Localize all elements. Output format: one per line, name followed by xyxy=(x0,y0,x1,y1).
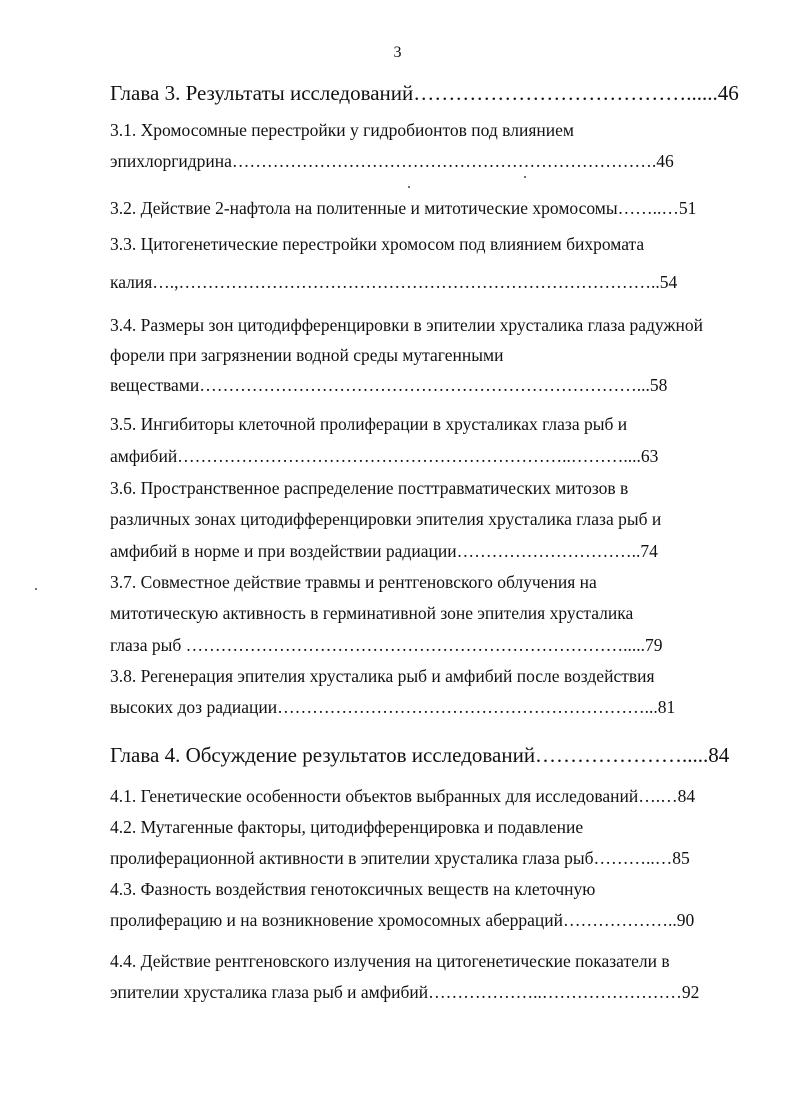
toc-3-7-line-2: митотическую активность в герминативной зоне эпителия хрусталика xyxy=(110,603,634,623)
toc-3-5-line-1: 3.5. Ингибиторы клеточной пролиферации в хрусталиках глаза рыб и xyxy=(110,414,628,434)
toc-3-3-line-1: 3.3. Цитогенетические перестройки хромосом под влиянием бихромата xyxy=(110,234,645,254)
toc-3-4-line-2: форели при загрязнении водной среды мутагенными xyxy=(110,345,504,365)
toc-4-1-line-1: 4.1. Генетические особенности объектов выбранных для исследований….…84 xyxy=(110,786,696,806)
page-number: 3 xyxy=(393,44,402,61)
toc-4-3-line-2: пролиферацию и на возникновение хромосомных аберраций………………..90 xyxy=(110,910,695,930)
toc-3-4-line-3: веществами…………………………………………………………………...58 xyxy=(110,375,668,395)
toc-3-5-line-2: амфибий…………………………………………………………..………....63 xyxy=(110,446,659,466)
scan-speck xyxy=(408,186,410,188)
toc-3-6-line-1: 3.6. Пространственное распределение посттравматических митозов в xyxy=(110,478,629,498)
toc-3-6-line-3: амфибий в норме и при воздействии радиации…………………………..74 xyxy=(110,541,658,561)
toc-3-6-line-2: различных зонах цитодифференцировки эпителия хрусталика глаза рыб и xyxy=(110,509,662,529)
toc-3-7-line-3: глаза рыб ………………………………………………………………….....79 xyxy=(110,635,663,655)
toc-3-8-line-1: 3.8. Регенерация эпителия хрусталика рыб и амфибий после воздействия xyxy=(110,666,655,686)
scan-speck xyxy=(35,588,37,590)
toc-4-4-line-2: эпителии хрусталика глаза рыб и амфибий………………..……………………92 xyxy=(110,982,700,1002)
toc-3-4-line-1: 3.4. Размеры зон цитодифференцировки в эпителии хрусталика глаза радужной xyxy=(110,315,703,335)
toc-4-3-line-1: 4.3. Фазность воздействия генотоксичных веществ на клеточную xyxy=(110,879,596,899)
toc-3-7-line-1: 3.7. Совместное действие травмы и рентгеновского облучения на xyxy=(110,572,597,592)
toc-4-4-line-1: 4.4. Действие рентгеновского излучения на цитогенетические показатели в xyxy=(110,951,670,971)
toc-3-1-line-1: 3.1. Хромосомные перестройки у гидробионтов под влиянием xyxy=(110,120,574,140)
toc-3-1-line-2: эпихлоргидрина……………………………………………………………….46 xyxy=(110,151,674,171)
toc-chapter-3-title: Глава 3. Результаты исследований…………………………………......46 xyxy=(110,81,739,105)
scan-speck xyxy=(524,176,526,178)
toc-3-8-line-2: высоких доз радиации………………………………………………………...81 xyxy=(110,697,676,717)
toc-3-3-line-2: калия….,………………………………………………………………………..54 xyxy=(110,272,678,292)
toc-chapter-4-title: Глава 4. Обсуждение результатов исследований………………….....84 xyxy=(110,743,730,767)
toc-3-2-line-1: 3.2. Действие 2-нафтола на политенные и митотические хромосомы……..…51 xyxy=(110,198,697,218)
toc-4-2-line-1: 4.2. Мутагенные факторы, цитодифференцировка и подавление xyxy=(110,817,584,837)
toc-4-2-line-2: пролиферационной активности в эпителии хрусталика глаза рыб………..…85 xyxy=(110,848,690,868)
